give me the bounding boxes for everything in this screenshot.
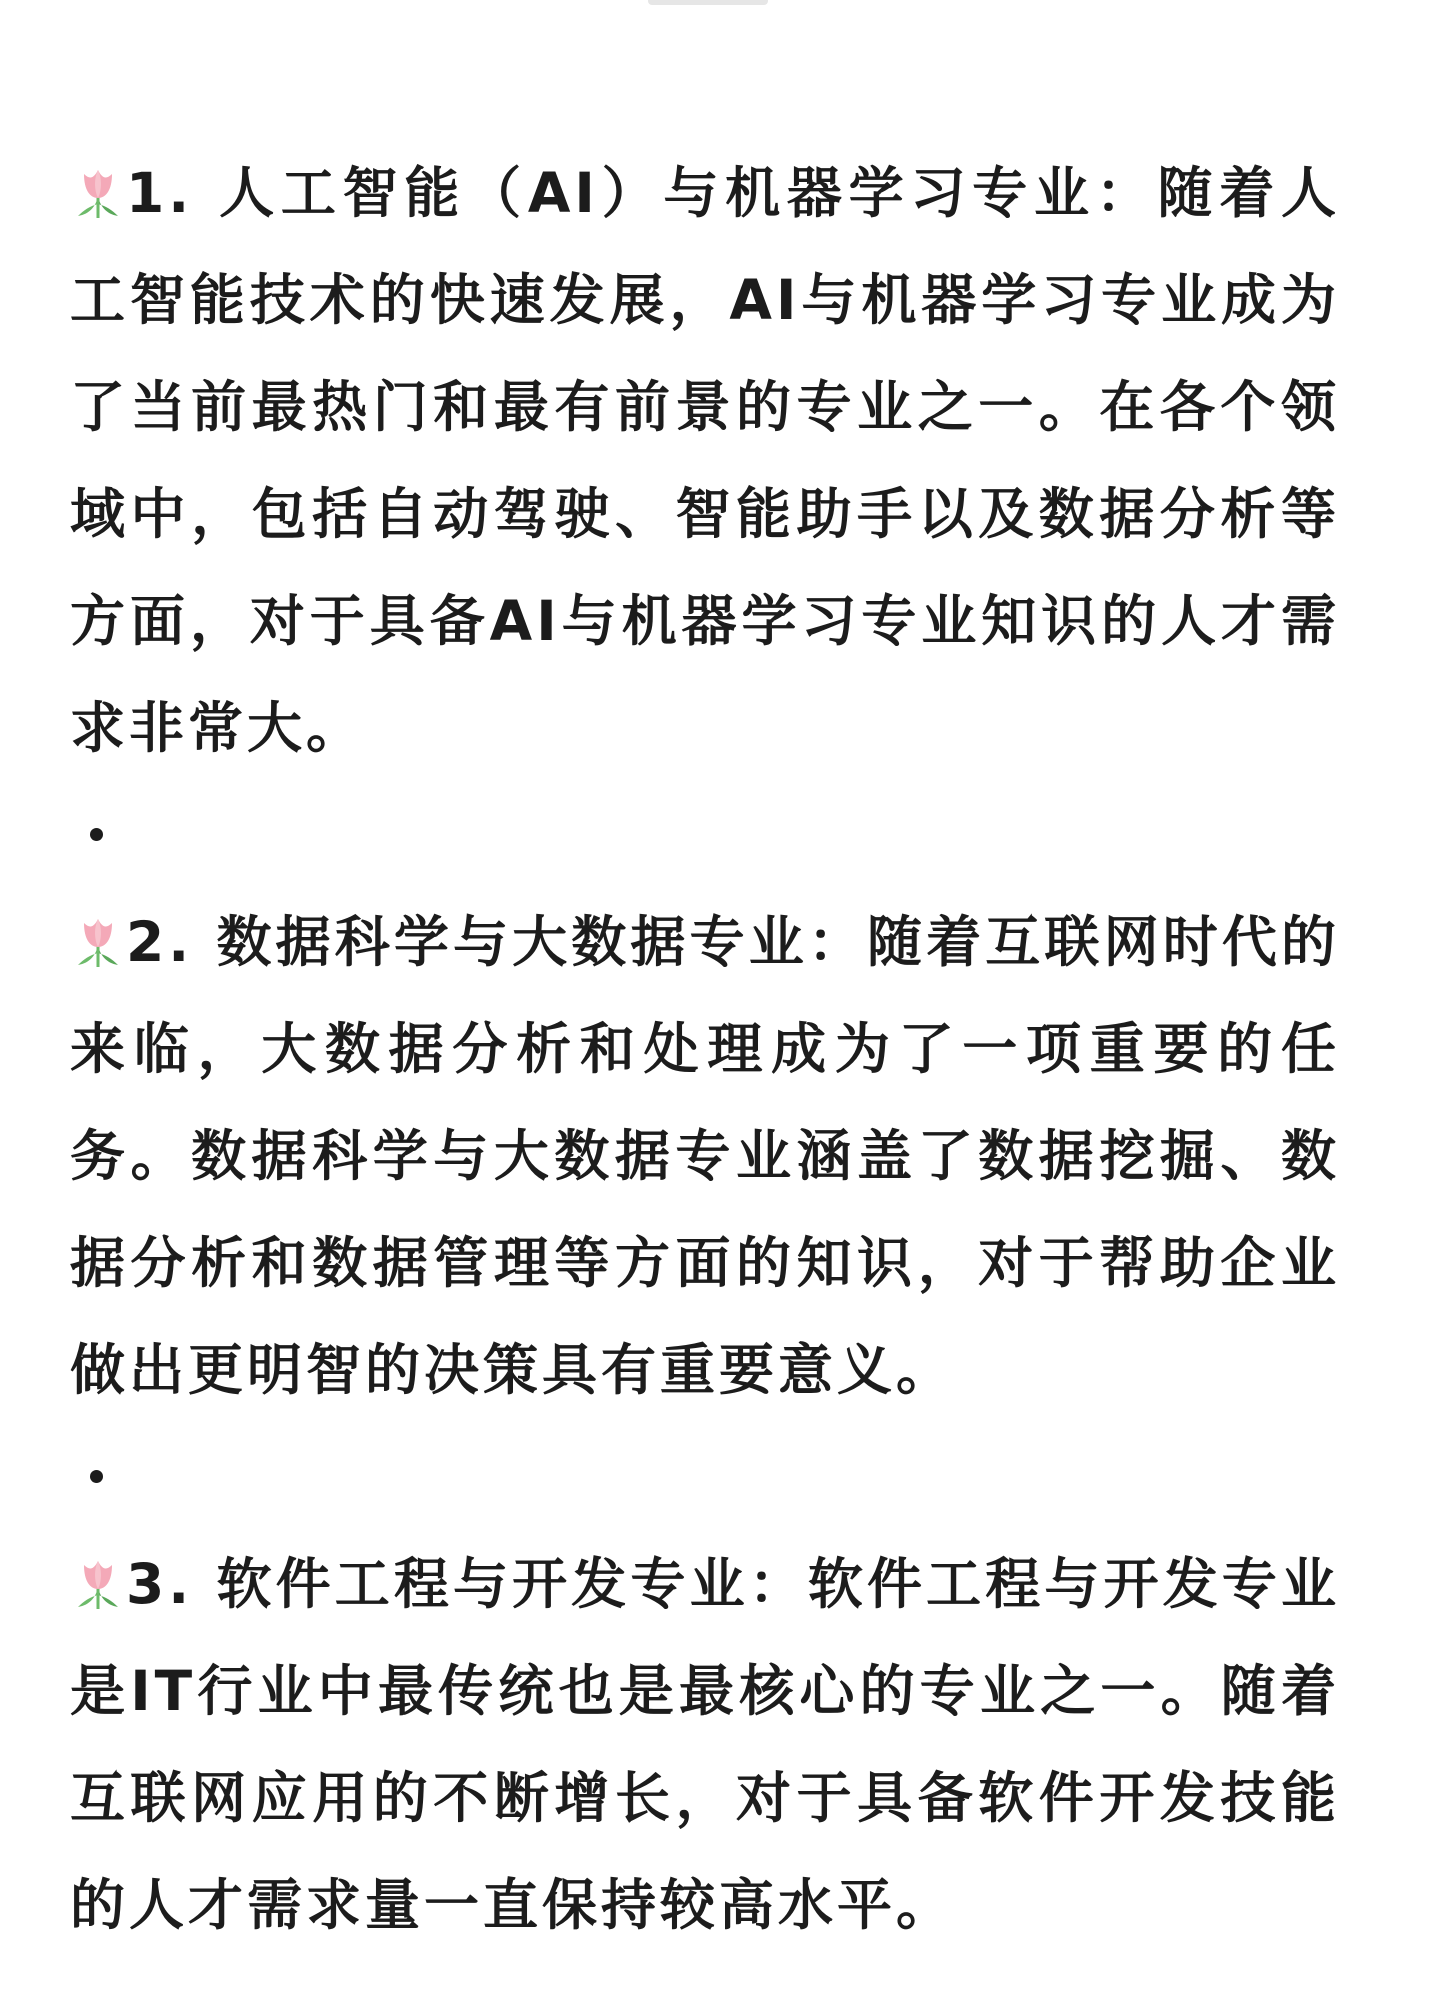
separator xyxy=(70,782,1340,889)
item-text: 数据科学与大数据专业：随着互联网时代的来临，大数据分析和处理成为了一项重要的任务。数据科学与大数据专业涵盖了数据挖掘、数据分析和数据管理等方面的知识，对于帮助企业做出更明智的决策具有重要意义。 xyxy=(70,910,1340,1402)
item-number: 3. xyxy=(126,1552,194,1616)
tulip-icon xyxy=(70,905,126,971)
tulip-icon xyxy=(70,1547,126,1613)
tulip-icon xyxy=(70,156,126,222)
bullet-dot-icon xyxy=(90,1470,103,1483)
top-drag-handle[interactable] xyxy=(648,0,768,5)
item-number: 1. xyxy=(126,161,194,225)
article-body xyxy=(70,140,1340,1959)
list-item-3 xyxy=(70,1531,1340,1959)
item-text: 人工智能（AI）与机器学习专业：随着人工智能技术的快速发展，AI与机器学习专业成为了当前最热门和最有前景的专业之一。在各个领域中，包括自动驾驶、智能助手以及数据分析等方面，对于具备AI与机器学习专业知识的人才需求非常大。 xyxy=(70,161,1340,760)
list-item-1 xyxy=(70,140,1340,782)
bullet-dot-icon xyxy=(90,828,103,841)
item-text: 软件工程与开发专业：软件工程与开发专业是IT行业中最传统也是最核心的专业之一。随着互联网应用的不断增长，对于具备软件开发技能的人才需求量一直保持较高水平。 xyxy=(70,1552,1340,1937)
list-item-2 xyxy=(70,889,1340,1424)
item-number: 2. xyxy=(126,910,194,974)
separator xyxy=(70,1424,1340,1531)
